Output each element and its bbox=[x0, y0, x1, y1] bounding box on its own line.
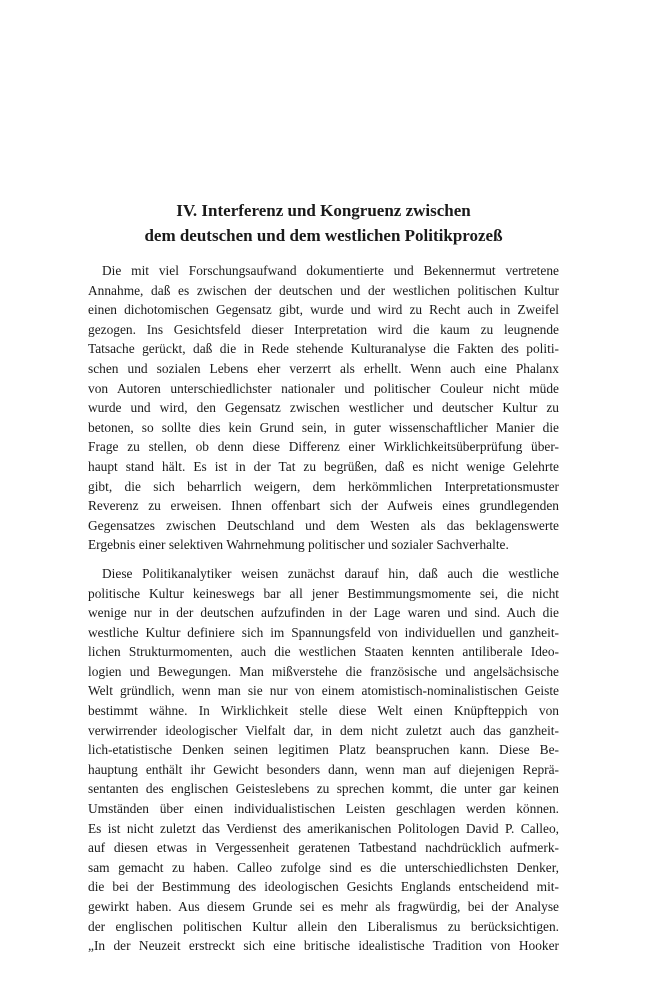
text-line: Welt gründlich, wenn man sie nur von einem atomistisch-nominalistischen Geiste bbox=[88, 683, 559, 699]
chapter-title-line: IV. Interferenz und Kongruenz zwischen bbox=[176, 201, 471, 220]
text-line: hauptung enthält ihr Gewicht besonders dann, wenn man auf diejenigen Reprä- bbox=[88, 761, 559, 777]
paragraph-1 bbox=[88, 261, 559, 555]
text-line: einen dichotomischen Gegensatz gibt, wurde und wird zu Recht auch in Zweifel bbox=[88, 302, 559, 318]
chapter-title-line: dem deutschen und dem westlichen Politikprozeß bbox=[144, 226, 503, 245]
text-line: sam gemacht zu haben. Calleo zufolge sind es die unterschiedlichsten Denker, bbox=[88, 859, 559, 875]
text-line: sentanten des englischen Geisteslebens zu sprechen kommt, die unter gar keinen bbox=[88, 781, 559, 797]
text-line: Die mit viel Forschungsaufwand dokumentierte und Bekennermut vertretene bbox=[102, 263, 559, 278]
text-line: Frage zu stellen, ob denn diese Differenz einer Wirklichkeitsüberprüfung über- bbox=[88, 439, 559, 455]
text-line: gibt, die sich beharrlich weigern, dem herkömmlichen Interpretationsmuster bbox=[88, 478, 559, 494]
text-line: Tatsache gerückt, daß die in Rede stehende Kulturanalyse die Fakten des politi- bbox=[88, 341, 559, 357]
text-line: politische Kultur keineswegs bar all jener Bestimmungsmomente sei, die nicht bbox=[88, 585, 559, 601]
text-line: Diese Politikanalytiker weisen zunächst darauf hin, daß auch die westliche bbox=[102, 565, 559, 581]
text-line: schen und sozialen Lebens eher verzerrt als erhellt. Wenn auch eine Phalanx bbox=[88, 360, 559, 376]
book-page bbox=[88, 198, 559, 956]
text-line: gezogen. Ins Gesichtsfeld dieser Interpretation wird die kaum zu leugnende bbox=[88, 321, 559, 337]
text-line: lich-etatistische Denken seinen legitimen Platz beanspruchen kann. Diese Be- bbox=[88, 742, 559, 758]
text-line: bestimmt wähne. In Wirklichkeit stelle diese Welt einen Knüpfteppich von bbox=[88, 703, 559, 719]
text-line: Gegensatzes zwischen Deutschland und dem Westen als das beklagenswerte bbox=[88, 517, 559, 533]
text-line: „In der Neuzeit erstreckt sich eine britische idealistische Tradition von Hooker bbox=[88, 938, 559, 954]
text-line: Umständen über einen individualistischen Leisten geschlagen werden können. bbox=[88, 801, 559, 817]
text-line: betonen, so sollte dies kein Grund sein, in guter wissenschaftlicher Manier die bbox=[88, 419, 559, 435]
text-line: gewirkt haben. Aus diesem Grunde sei es mehr als fragwürdig, bei der Analyse bbox=[88, 899, 559, 914]
text-line: die bei der Bestimmung des ideologischen Gesichts Englands entscheidend mit- bbox=[88, 879, 559, 895]
text-line: Es ist nicht zuletzt das Verdienst des amerikanischen Politologen David P. Calleo, bbox=[88, 820, 559, 836]
text-line: Ergebnis einer selektiven Wahrnehmung politischer und sozialer Sachverhalte. bbox=[88, 537, 509, 553]
text-line: Annahme, daß es zwischen der deutschen und der westlichen politischen Kultur bbox=[88, 282, 559, 298]
text-line: wenige nur in der deutschen aufzufinden in der Lage waren und sind. Auch die bbox=[88, 605, 559, 621]
text-line: Reverenz zu erweisen. Ihnen offenbart sich der Aufweis eines grundlegenden bbox=[88, 498, 559, 514]
text-line: verwirrender ideologischer Vielfalt dar, in dem nicht zuletzt auch das ganzheit- bbox=[88, 722, 559, 738]
text-line: auf diesen etwas in Vergessenheit geratenen Tatbestand nachdrücklich aufmerk- bbox=[88, 840, 559, 856]
text-line: haupt stand hält. Es ist in der Tat zu begrüßen, daß es nicht wenige Gelehrte bbox=[88, 458, 559, 474]
text-line: lichen Strukturmomenten, auch die westlichen Staaten kennten antiliberale Ideo- bbox=[88, 644, 559, 660]
text-line: westliche Kultur definiere sich im Spannungsfeld von individuellen und ganzheit- bbox=[88, 624, 559, 640]
text-line: wurde und wird, den Gegensatz zwischen westlicher und deutscher Kultur zu bbox=[88, 400, 559, 416]
text-line: logien und Bewegungen. Man mißverstehe die französische und angelsächsische bbox=[88, 663, 559, 679]
paragraph-2 bbox=[88, 564, 559, 956]
text-line: der englischen politischen Kultur allein den Liberalismus zu berücksichtigen. bbox=[88, 918, 559, 934]
text-line: von Autoren unterschiedlichster nationaler und politischer Couleur nicht müde bbox=[88, 380, 559, 396]
chapter-title bbox=[88, 198, 559, 248]
